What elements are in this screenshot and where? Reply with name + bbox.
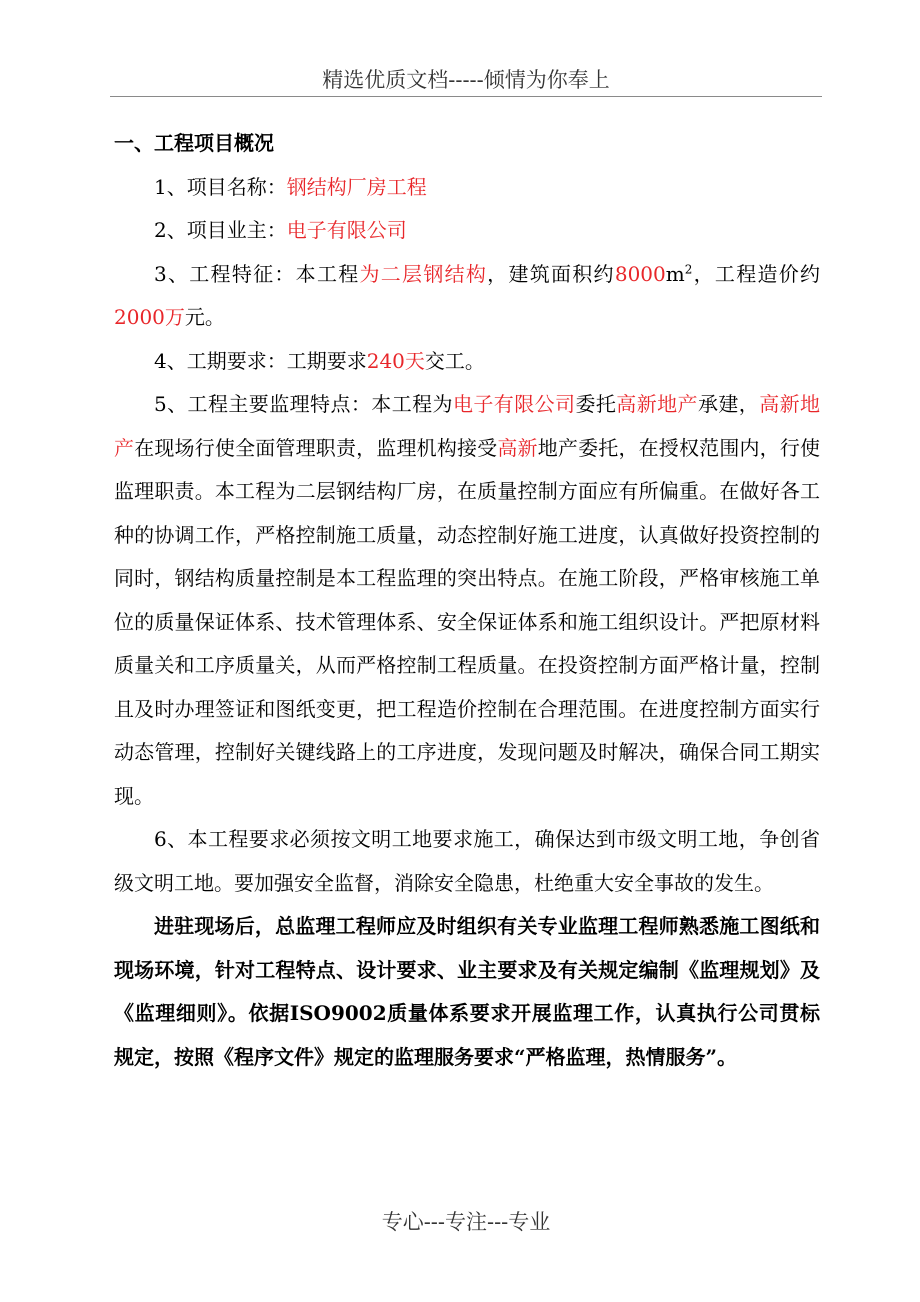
- area-value: 8000: [614, 261, 666, 286]
- header-rule: [110, 96, 822, 97]
- item-project-owner: [114, 209, 820, 253]
- project-owner-value: 电子有限公司: [286, 218, 407, 242]
- structure-value: 为二层钢结构: [359, 261, 488, 286]
- schedule-days: 240天: [366, 348, 425, 373]
- text-segment: 委托: [575, 392, 617, 416]
- document-body: [114, 122, 820, 1079]
- section-heading: 一、工程项目概况: [114, 131, 274, 155]
- item-label: 4、工期要求：工期要求: [154, 348, 367, 373]
- cost-value: 2000: [114, 305, 165, 329]
- text-segment: 地产委托，在授权范围内，行使监理职责。本工程为二层钢结构厂房，在质量控制方面应有所偏重。在做好各工种的协调工作，严格控制施工质量，动态控制好施工进度，认真做好投资控制的同时，钢结构质量控制是本工程监理的突出特点。在施工阶段，严格审核施工单位的质量保证体系、技术管理体系、安全保证体系和施工组织设计。严把原材料质量关和工序质量关，从而严格控制工程质量。在投资控制方面严格计量，控制且及时办理签证和图纸变更，把工程造价控制在合理范围。在进度控制方面实行动态管理，控制好关键线路上的工序进度，发现问题及时解决，确保合同工期实现。: [114, 435, 821, 808]
- schedule-end: 交工。: [424, 348, 485, 373]
- cost-unit: 万: [164, 305, 185, 329]
- item-label: 5、工程主要监理特点：本工程为: [154, 392, 453, 416]
- area-unit-sup: 2: [684, 261, 693, 276]
- item-civilized-site: 6、本工程要求必须按文明工地要求施工，确保达到市级文明工地，争创省级文明工地。要加强安全监督，消除安全隐患，杜绝重大安全事故的发生。: [114, 827, 820, 895]
- page-footer: 专心---专注---专业: [381, 1210, 551, 1234]
- cost-end: 元。: [184, 305, 225, 329]
- page-header: 精选优质文档-----倾情为你奉上: [322, 68, 610, 92]
- item-project-name: [114, 166, 820, 210]
- item-label: 1、项目名称：: [154, 174, 287, 199]
- item-label: 3、工程特征：本工程: [154, 261, 360, 286]
- item-project-features: [114, 253, 820, 340]
- text-segment: 在现场行使全面管理职责，监理机构接受: [134, 435, 498, 460]
- item-supervision-features: [114, 383, 820, 818]
- contractor-name: 高新地产: [616, 392, 698, 416]
- area-unit: m: [665, 261, 685, 286]
- closing-paragraph: 进驻现场后，总监理工程师应及时组织有关专业监理工程师熟悉施工图纸和现场环境，针对工程特点、设计要求、业主要求及有关规定编制《监理规划》及《监理细则》。依据ISO9002质量体系要求开展监理工作，认真执行公司贯标规定，按照《程序文件》规定的监理服务要求“严格监理，热情服务”。: [114, 914, 820, 1069]
- item-label: 2、项目业主：: [154, 218, 287, 242]
- area-text: ，建筑面积约: [487, 261, 615, 286]
- contractor-name: 高新地产: [114, 392, 821, 460]
- owner-name: 电子有限公司: [452, 392, 576, 416]
- cost-text: ，工程造价约: [692, 261, 821, 286]
- item-schedule: [114, 340, 820, 384]
- contractor-name: 高新: [497, 435, 538, 460]
- text-segment: 承建，: [697, 392, 760, 416]
- project-name-value: 钢结构厂房工程: [286, 174, 427, 199]
